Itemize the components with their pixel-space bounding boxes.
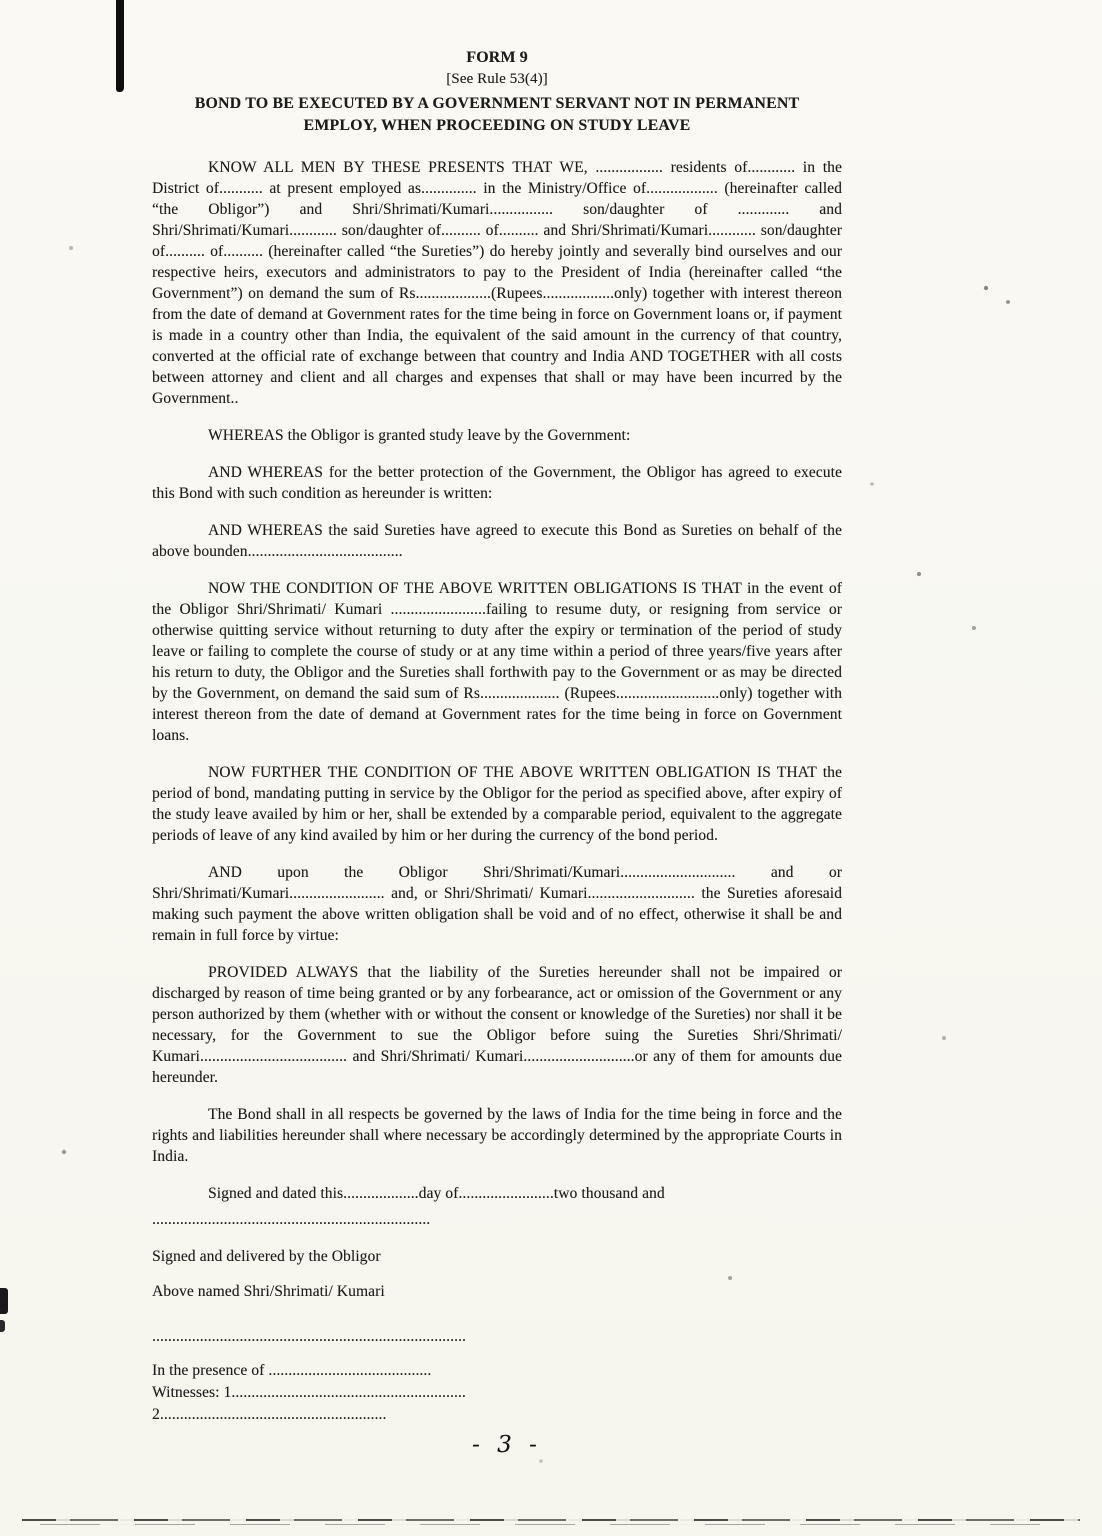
paragraph-whereas-study-leave: WHEREAS the Obligor is granted study leave by the Government: xyxy=(208,427,631,444)
form-number: FORM 9 xyxy=(466,49,528,66)
scan-artifact-bottom-line xyxy=(22,1519,1080,1521)
paragraph-provided-always: PROVIDED ALWAYS that the liability of the Sureties hereunder shall not be impaired or discharged by reason of time being granted or by any forbearance, act or omission of the Government or any person authorized by them (whether with or without the consent or knowledge of the Sureties) nor shall it be necessary, for the Government to sue the Obligor before suing the Sureties Shri/Shrimati/ Kumari..................................... and Shri/Shrimati/ Kumari............................or any of them for amounts due hereunder. xyxy=(152,964,842,1086)
scan-artifact-specks xyxy=(0,0,2,2)
paragraph-now-the-condition: NOW THE CONDITION OF THE ABOVE WRITTEN OBLIGATIONS IS THAT in the event of the Obligor Shri/Shrimati/ Kumari ........................failing to resume duty, or resigning from service or otherwise quitting service without returning to duty after the expiry or termination of the period of study leave or failing to complete the course of study or at any time within a period of three years/five years after his return to duty, the Obligor and the Sureties shall forthwith pay to the Government or as may be directed by the Government, on demand the said sum of Rs.................... (Rupees..........................only) together with interest thereon from the date of demand at Government rates for the time being in force on Government loans. xyxy=(152,580,842,744)
page-number: - 3 - xyxy=(472,1432,542,1458)
document-title-line-2: EMPLOY, WHEN PROCEEDING ON STUDY LEAVE xyxy=(303,117,691,134)
witness-1-line: Witnesses: 1........................................................... xyxy=(152,1384,466,1401)
witness-2-line: 2......................................................... xyxy=(152,1406,387,1423)
signature-block xyxy=(152,1183,842,1456)
paragraph-now-further-condition: NOW FURTHER THE CONDITION OF THE ABOVE WRITTEN OBLIGATION IS THAT the period of bond, mandating putting in service by the Obligor for the period as specified above, after expiry of the study leave availed by him or her, shall be extended by a comparable period, equivalent to the aggregate periods of leave of any kind availed by him or her during the currency of the bond period. xyxy=(152,764,842,844)
document-header xyxy=(152,48,842,137)
signed-delivered-line: Signed and delivered by the Obligor xyxy=(152,1248,381,1265)
document-body xyxy=(152,157,842,1167)
paragraph-governing-law: The Bond shall in all respects be governed by the laws of India for the time being in force and the rights and liabilities hereunder shall where necessary be accordingly determined by the appropriate Courts in India. xyxy=(152,1106,842,1165)
paragraph-and-whereas-sureties: AND WHEREAS the said Sureties have agreed to execute this Bond as Sureties on behalf of the above bounden....................................... xyxy=(152,522,842,560)
signed-and-dated-line: Signed and dated this...................day of........................two thousand and xyxy=(208,1185,665,1202)
above-named-line: Above named Shri/Shrimati/ Kumari xyxy=(152,1283,385,1300)
scanned-document xyxy=(152,48,842,1456)
rule-reference: [See Rule 53(4)] xyxy=(446,71,548,87)
scan-artifact-left-blob-small xyxy=(0,1320,5,1332)
paragraph-know-all-men: KNOW ALL MEN BY THESE PRESENTS THAT WE, ................. residents of............ in the District of........... at present employed as.............. in the Ministry/Office of.................. (hereinafter called “the Obligor”) and Shri/Shrimati/Kumari................ son/daughter of ............. and Shri/Shrimati/Kumari............ son/daughter of.......... of.......... and Shri/Shrimati/Kumari............ son/daughter of.......... of.......... (hereinafter called “the Sureties”) do hereby jointly and severally bind ourselves and our respective heirs, executors and administrators to pay to the President of India (hereinafter called “the Government”) on demand the sum of Rs...................(Rupees..................only) together with interest thereon from the date of demand at Government rates for the time being in force on Government loans or, if payment is made in a country other than India, the equivalent of the said amount in the currency of that country, converted at the official rate of exchange between that country and India AND TOGETHER with all costs between attorney and client and all charges and expenses that shall or may have been incurred by the Government.. xyxy=(152,159,842,407)
scan-artifact-bottom-line-faint xyxy=(40,1524,1040,1525)
obligor-signature-line: ............................................................................... xyxy=(152,1328,467,1345)
scan-artifact-left-blob xyxy=(0,1288,8,1314)
scan-artifact-top-left-bar xyxy=(116,0,124,92)
date-continuation-dots: ...................................................................... xyxy=(152,1211,431,1228)
document-title-line-1: BOND TO BE EXECUTED BY A GOVERNMENT SERVANT NOT IN PERMANENT xyxy=(194,95,800,112)
paragraph-and-upon-obligor: AND upon the Obligor Shri/Shrimati/Kumari............................. and or Shri/Shrimati/Kumari........................ and, or Shri/Shrimati/ Kumari........................... the Sureties aforesaid making such payment the above written obligation shall be void and of no effect, otherwise it shall be and remain in full force by virtue: xyxy=(152,864,842,944)
paragraph-and-whereas-protection: AND WHEREAS for the better protection of the Government, the Obligor has agreed to execute this Bond with such condition as hereunder is written: xyxy=(152,464,842,502)
presence-line: In the presence of ......................................... xyxy=(152,1362,432,1379)
